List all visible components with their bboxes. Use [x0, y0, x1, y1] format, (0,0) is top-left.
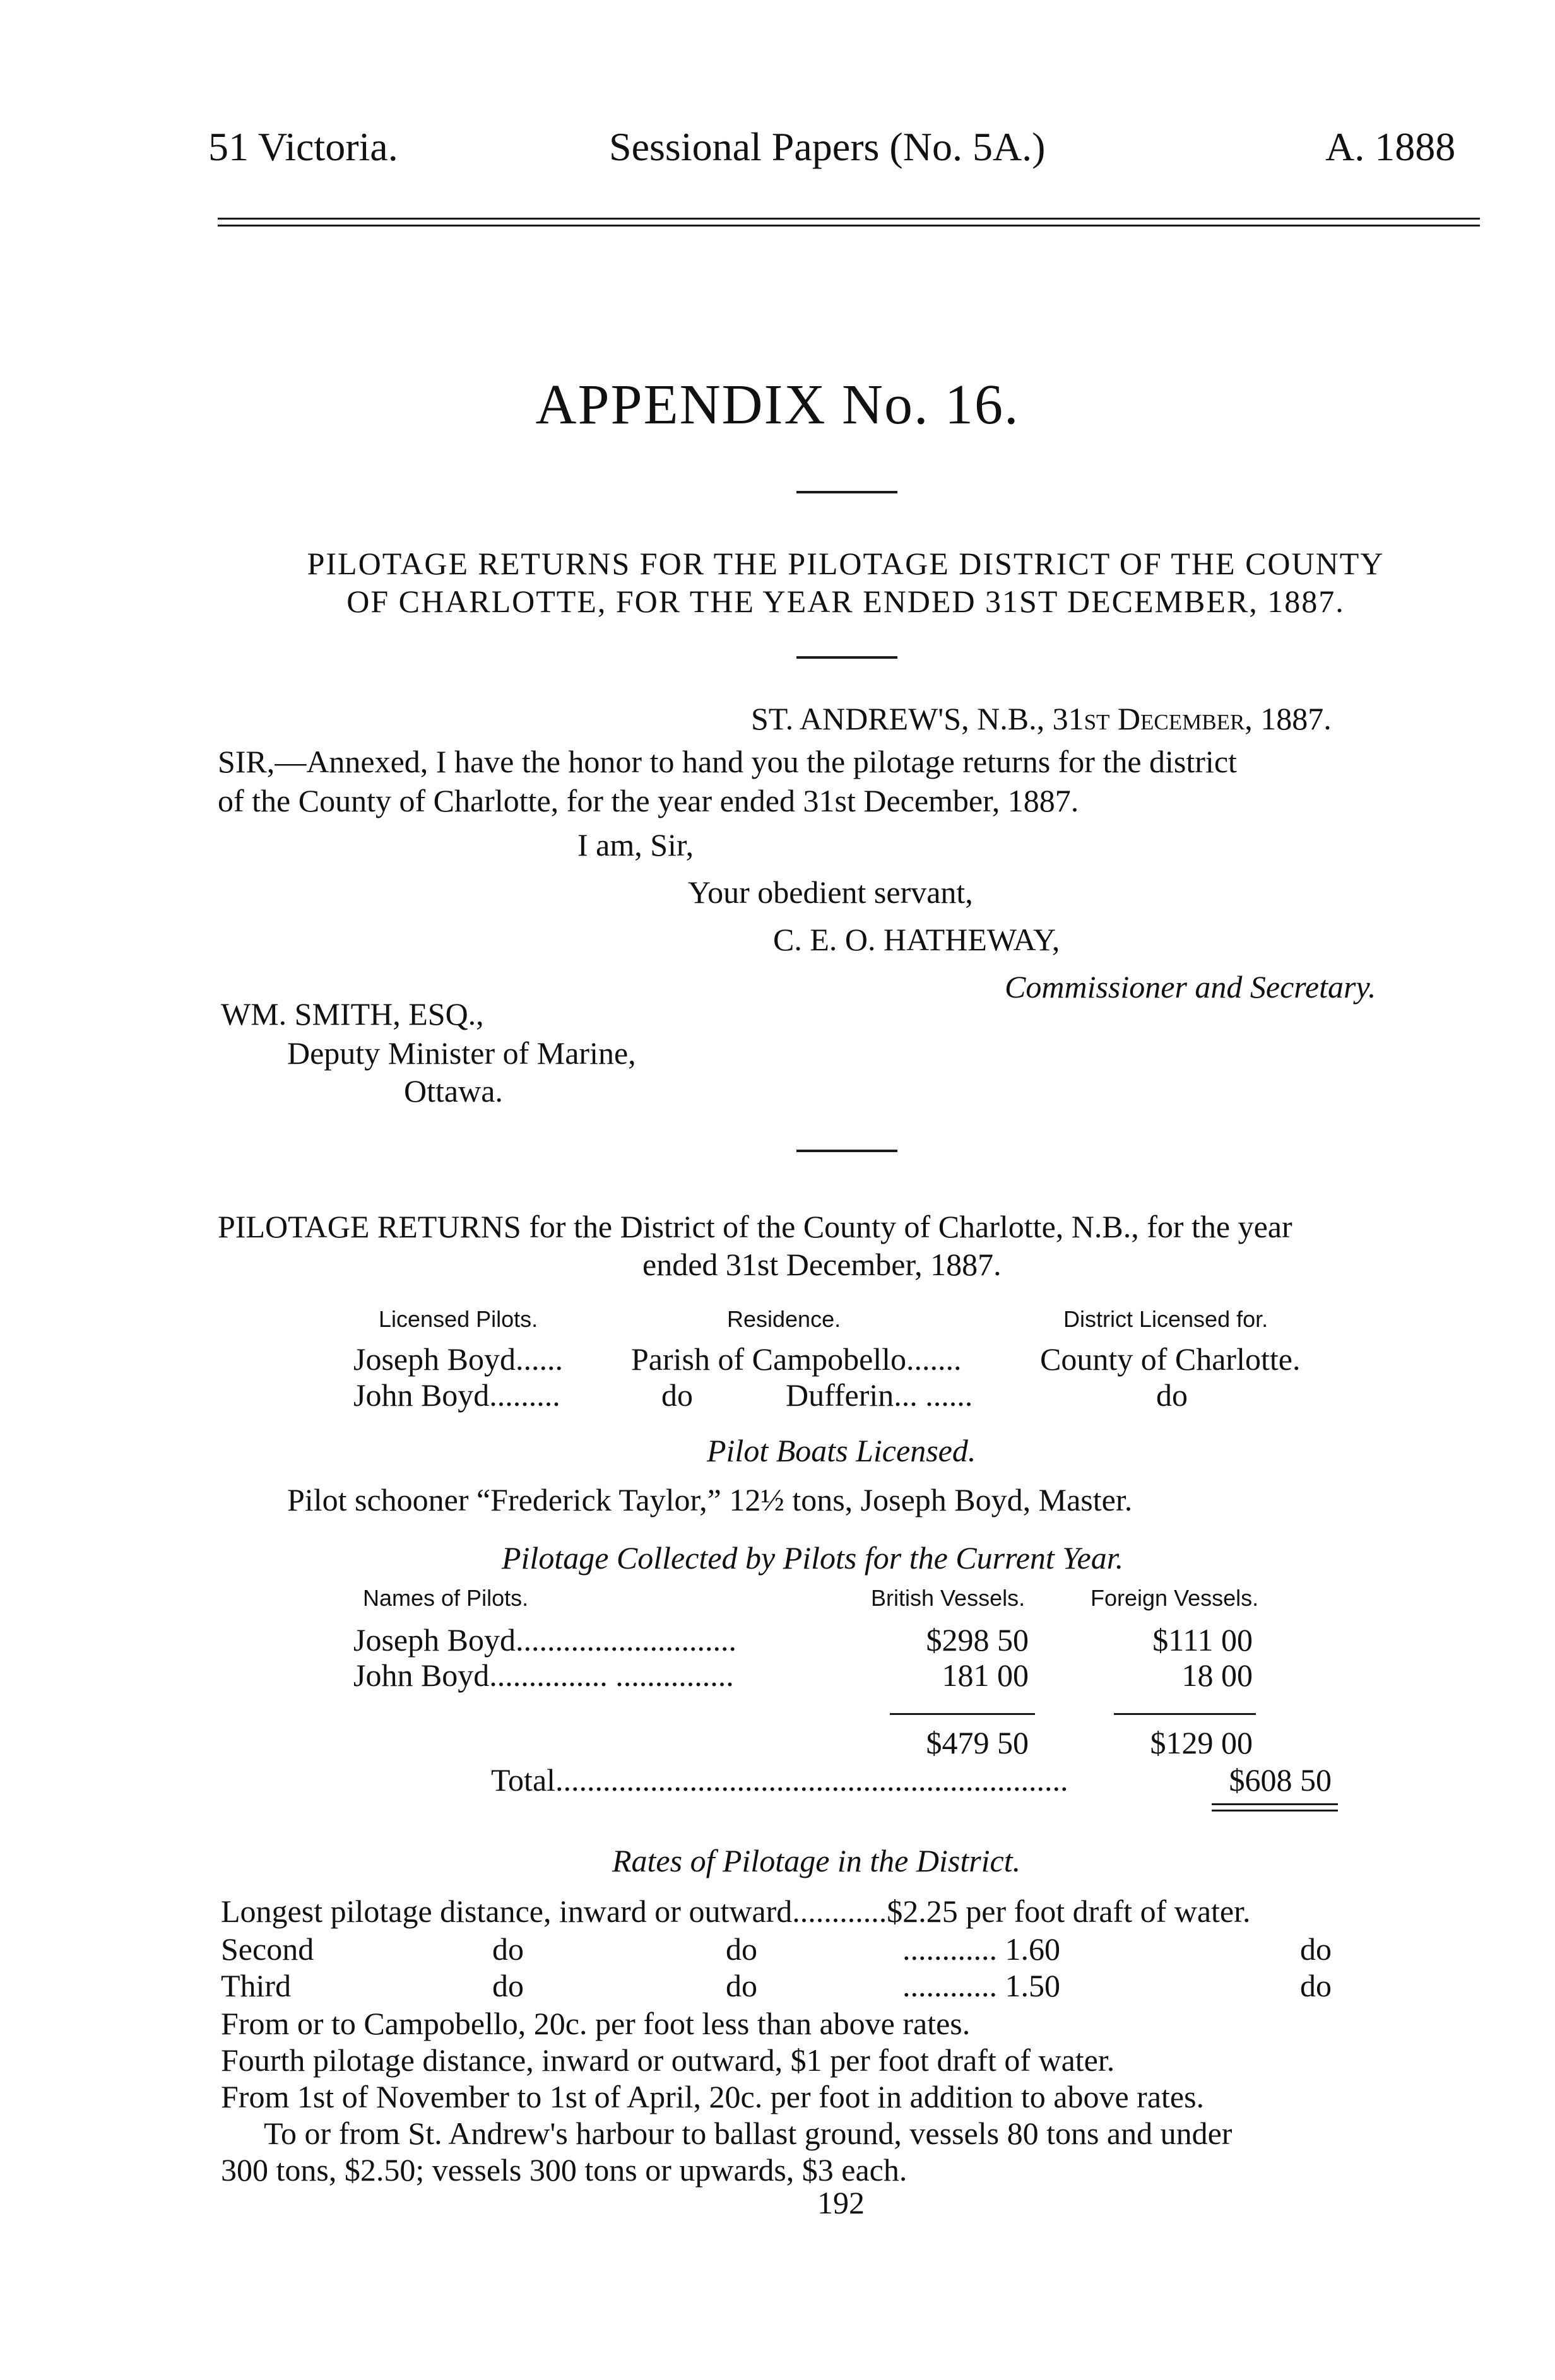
col-foreign-vessels: Foreign Vessels. [1091, 1585, 1259, 1611]
col-district: District Licensed for. [1063, 1306, 1268, 1332]
letter-body-line-1 [218, 743, 1237, 780]
page-title: APPENDIX No. 16. [535, 374, 1020, 436]
rates-line-3-rate: ............ 1.50 [902, 1968, 1060, 2003]
collected-row-1-name: Joseph Boyd............................ [353, 1622, 736, 1658]
rates-line-2-rate: ............ 1.60 [902, 1931, 1060, 1967]
returns-row-1-pilot: Joseph Boyd...... [353, 1341, 563, 1377]
col-licensed-pilots: Licensed Pilots. [379, 1306, 538, 1332]
rates-line-2-do-1: do [492, 1931, 524, 1967]
total-label: Total................................................................. [491, 1762, 1068, 1798]
rates-line-2-do-3: do [1300, 1931, 1332, 1967]
rates-line-2-do-2: do [726, 1931, 757, 1967]
rates-line-3-do-2: do [726, 1968, 757, 2003]
returns-heading-line-1 [218, 1208, 1292, 1245]
addressee-title: Deputy Minister of Marine, [287, 1035, 636, 1071]
addressee-place: Ottawa. [404, 1073, 503, 1109]
subtitle-line-2: OF CHARLOTTE, FOR THE YEAR ENDED 31ST DECEMBER, 1887. [346, 584, 1345, 619]
boats-line: Pilot schooner “Frederick Taylor,” 12½ tons, Joseph Boyd, Master. [287, 1482, 1133, 1517]
letter-closing-2: Your obedient servant, [688, 875, 973, 910]
boats-heading: Pilot Boats Licensed. [707, 1433, 976, 1468]
collected-row-2-british: 181 00 [942, 1658, 1029, 1693]
returns-row-2-district: do [1156, 1377, 1188, 1413]
british-sum-rule [890, 1713, 1035, 1715]
title-rule [796, 491, 897, 493]
foreign-sum-rule [1114, 1713, 1256, 1715]
rates-line-6: From 1st of November to 1st of April, 20c. per foot in addition to above rates. [221, 2079, 1205, 2114]
returns-row-1-district: County of Charlotte. [1040, 1341, 1301, 1377]
returns-heading-text: for the District of the County of Charlotte, N.B., for the year [529, 1209, 1292, 1244]
rates-line-7: To or from St. Andrew's harbour to ballast ground, vessels 80 tons and under [264, 2116, 1233, 2151]
letter-salutation: SIR, [218, 744, 275, 779]
rates-line-1: Longest pilotage distance, inward or outward............$2.25 per foot draft of water. [221, 1894, 1251, 1929]
letter-signature: C. E. O. HATHEWAY, [773, 922, 1060, 957]
letter-rule [796, 1150, 897, 1152]
collected-row-1-british: $298 50 [926, 1622, 1029, 1658]
col-names-of-pilots: Names of Pilots. [363, 1585, 529, 1611]
collected-row-2-foreign: 18 00 [1181, 1658, 1253, 1693]
letter-closing-1: I am, Sir, [577, 827, 694, 863]
col-residence: Residence. [727, 1306, 841, 1332]
collected-row-1-foreign: $111 00 [1152, 1622, 1253, 1658]
header-volume: 51 Victoria. [208, 124, 398, 169]
rates-heading: Rates of Pilotage in the District. [612, 1843, 1021, 1878]
letter-sign-title: Commissioner and Secretary. [1005, 969, 1376, 1004]
returns-row-2-residence-place: Dufferin... ...... [786, 1377, 973, 1413]
rates-line-3-label: Third [221, 1968, 292, 2003]
returns-row-1-residence: Parish of Campobello....... [631, 1341, 962, 1377]
total-rule-top [1212, 1803, 1338, 1805]
col-british-vessels: British Vessels. [871, 1585, 1026, 1611]
returns-heading-caps: PILOTAGE RETURNS [218, 1209, 521, 1244]
collected-row-2-name: John Boyd............... ............... [353, 1658, 734, 1693]
header-series: Sessional Papers (No. 5A.) [609, 124, 1046, 169]
rates-line-2-label: Second [221, 1931, 314, 1967]
subtitle-line-1: PILOTAGE RETURNS FOR THE PILOTAGE DISTRICT OF THE COUNTY [307, 546, 1385, 581]
subtotal-foreign: $129 00 [1150, 1725, 1253, 1760]
letter-body-line-2: of the County of Charlotte, for the year ended 31st December, 1887. [218, 783, 1079, 818]
header-rule-top [218, 218, 1480, 220]
returns-row-2-residence-do: do [661, 1377, 693, 1413]
page-number: 192 [817, 2185, 865, 2220]
returns-row-2-pilot: John Boyd......... [353, 1377, 560, 1413]
total-value: $608 50 [1229, 1762, 1332, 1798]
total-rule-bottom [1212, 1810, 1338, 1812]
rates-line-3-do-1: do [492, 1968, 524, 2003]
subtotal-british: $479 50 [926, 1725, 1029, 1760]
subtitle-rule [796, 656, 897, 659]
letter-dateline: ST. ANDREW'S, N.B., 31st December, 1887. [751, 701, 1332, 736]
rates-line-4: From or to Campobello, 20c. per foot less than above rates. [221, 2006, 971, 2041]
returns-heading-line-2: ended 31st December, 1887. [642, 1247, 1002, 1282]
letter-body-text: —Annexed, I have the honor to hand you the pilotage returns for the district [275, 744, 1237, 779]
rates-line-3-do-3: do [1300, 1968, 1332, 2003]
collected-heading: Pilotage Collected by Pilots for the Current Year. [502, 1540, 1124, 1576]
rates-line-5: Fourth pilotage distance, inward or outward, $1 per foot draft of water. [221, 2042, 1115, 2078]
header-year: A. 1888 [1325, 124, 1456, 169]
addressee-name: WM. SMITH, ESQ., [221, 996, 484, 1032]
header-rule-bottom [218, 225, 1480, 227]
rates-line-8: 300 tons, $2.50; vessels 300 tons or upwards, $3 each. [221, 2152, 908, 2188]
